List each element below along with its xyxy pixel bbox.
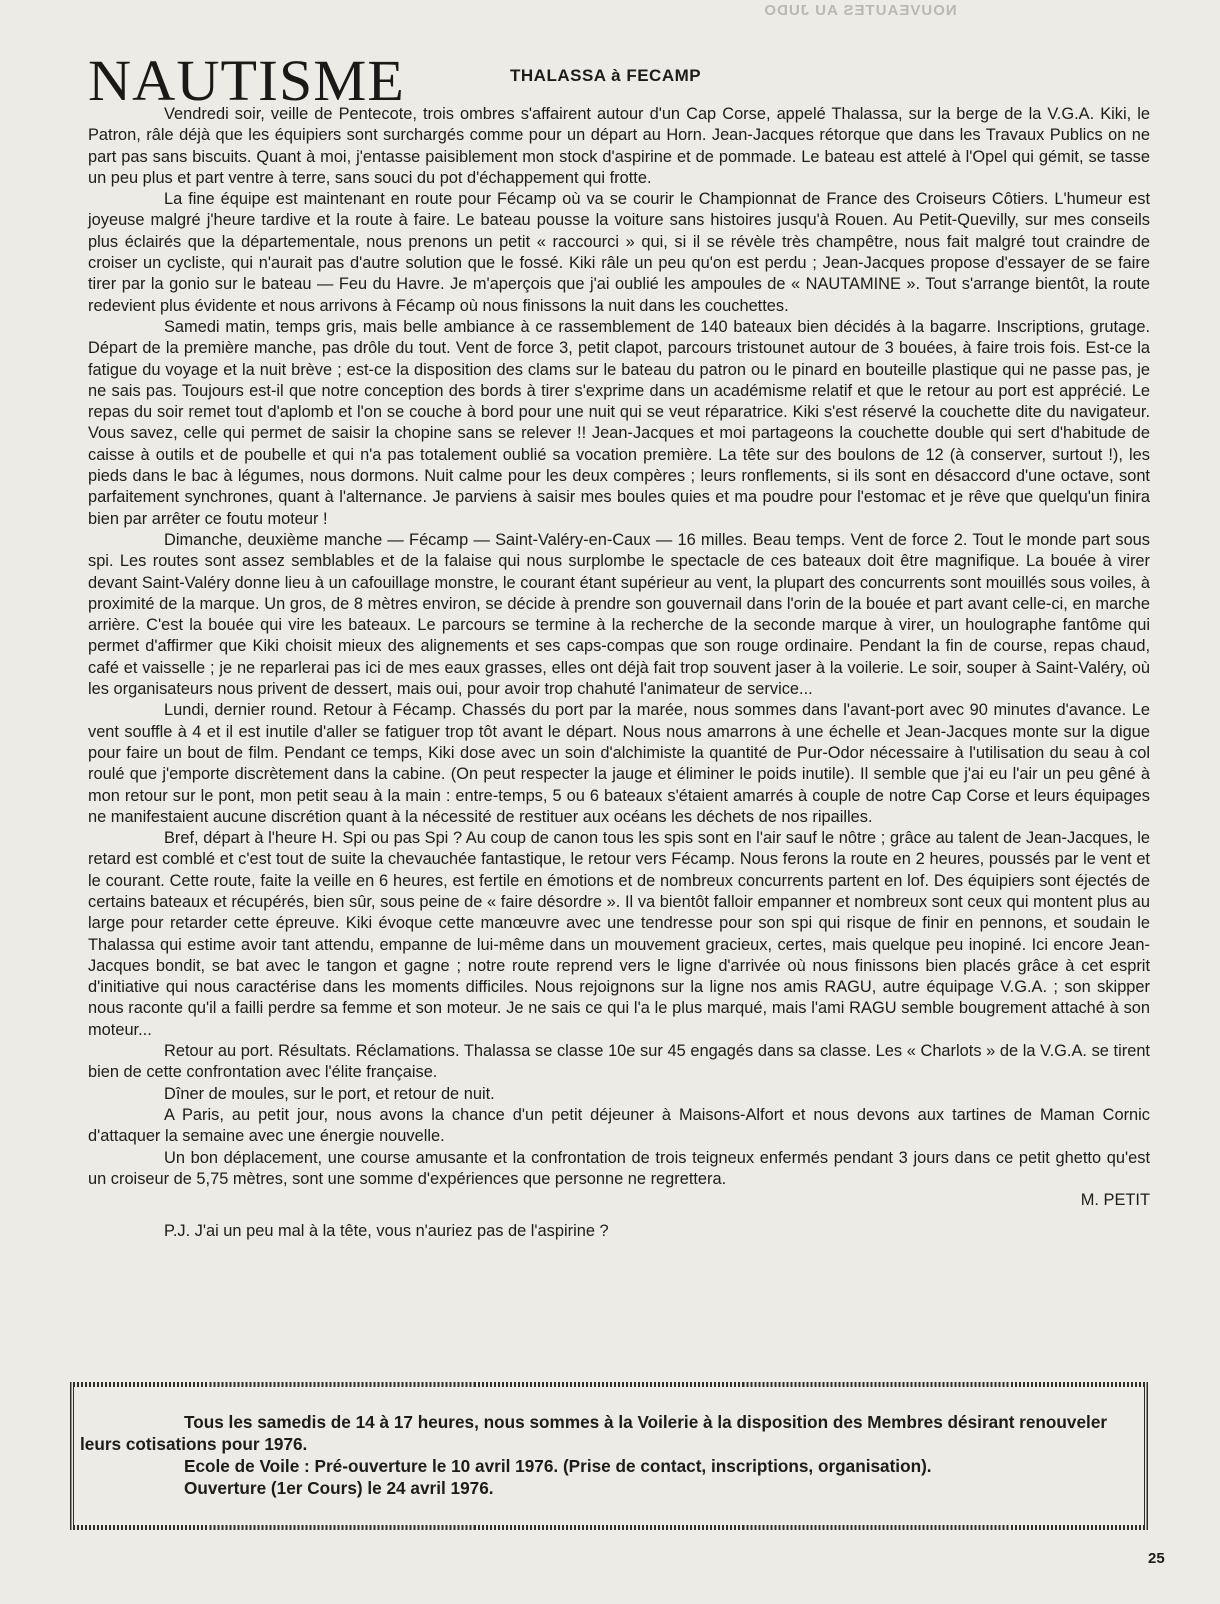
author-signature: M. PETIT	[1080, 1191, 1150, 1210]
page-number: 25	[1148, 1550, 1165, 1567]
notice-line-1: Tous les samedis de 14 à 17 heures, nous sommes à la Voilerie à la disposition des Membres désirant renouveler leurs cotisations pour 1976.	[80, 1412, 1108, 1454]
paragraph-2: La fine équipe est maintenant en route pour Fécamp où va se courir le Championnat de France des Croiseurs Côtiers. L'humeur est joyeuse malgré j'heure tardive et la route à faire. Le bateau pousse la voiture sans histoires jusqu'à Rouen. Au Petit-Quevilly, sur mes conseils plus éclairés que la départementale, nous prenons un petit « raccourci » qui, si il se révèle très champêtre, nous fait malgré tout craindre de croiser un cycliste, qui n'aurait pas d'autre solution que le fossé. Kiki râle un peu qu'on est perdu ; Jean-Jacques propose d'essayer de se faire tirer par la gonio sur le bateau — Feu du Havre. Je m'aperçois que j'ai oublié les ampoules de « NAUTAMINE ». Tout s'arrange bientôt, la route redevient plus évidente et nous arrivons à Fécamp où nous finissons la nuit dans les couchettes.	[88, 190, 1150, 315]
paragraph-6: Bref, départ à l'heure H. Spi ou pas Spi ? Au coup de canon tous les spis sont en l'air sauf le nôtre ; grâce au talent de Jean-Jacques, le retard est comblé et c'est tout de suite la chevauchée fantastique, le retour vers Fécamp. Nous ferons la route en 2 heures, poussés par le vent et le courant. Cette route, faite la veille en 6 heures, est fertile en émotions et de nombreux concurrents partent en lof. Des équipiers sont éjectés de certains bateaux et récupérés, bien sûr, sous peine de « faire désordre ». Il va bientôt falloir empanner et nombreux sont ceux qui montent plus au large pour retarder cette épreuve. Kiki évoque cette manœuvre avec une tendresse pour son spi qui risque de finir en pennons, et soudain le Thalassa qui estime avoir tant attendu, empanne de lui-même dans un mouvement gracieux, certes, mais quelque peu inopiné. Ici encore Jean-Jacques bondit, se bat avec le tangon et gagne ; notre route reprend vers le ligne d'arrivée où nous finissons bien placés grâce à cet esprit d'initiative qui nous caractérise dans les moments difficiles. Nous rejoignons sur la ligne nos amis RAGU, autre équipage V.G.A. ; son skipper nous raconte qu'il a failli perdre sa femme et son moteur. Je ne sais ce qui l'a le plus marqué, mais l'ami RAGU semble bougrement attaché à son moteur...	[88, 829, 1150, 1039]
paragraph-10: Un bon déplacement, une course amusante et la confrontation de trois teigneux enfermés pendant 3 jours dans ce petit ghetto qu'est un croiseur de 5,75 mètres, sont une somme d'expériences que personne ne regrettera.	[88, 1148, 1150, 1188]
notice-line-2: Ecole de Voile : Pré-ouverture le 10 avril 1976. (Prise de contact, inscriptions, organisation).	[184, 1456, 932, 1476]
paragraph-1: Vendredi soir, veille de Pentecote, trois ombres s'affairent autour d'un Cap Corse, appelé Thalassa, sur la berge de la V.G.A. Kiki, le Patron, râle déjà que les équipiers sont surchargés comme pour un départ au Horn. Jean-Jacques rétorque que dans les Travaux Publics on ne part pas sans biscuits. Quant à moi, j'entasse paisiblement mon stock d'aspirine et de pommade. Le bateau est attelé à l'Opel qui gémit, se tasse un peu plus et part ventre à terre, sans souci du pot d'échappement qui frotte.	[88, 105, 1150, 187]
paragraph-9: A Paris, au petit jour, nous avons la chance d'un petit déjeuner à Maisons-Alfort et nous devons aux tartines de Maman Cornic d'attaquer la semaine avec une énergie nouvelle.	[88, 1105, 1150, 1146]
section-title: NAUTISME	[88, 48, 405, 113]
paragraph-7: Retour au port. Résultats. Réclamations. Thalassa se classe 10e sur 45 engagés dans sa classe. Les « Charlots » de la V.G.A. se tirent bien de cette confrontation avec l'élite française.	[88, 1042, 1150, 1082]
notice-content	[80, 1411, 1140, 1499]
paragraph-4: Dimanche, deuxième manche — Fécamp — Saint-Valéry-en-Caux — 16 milles. Beau temps. Vent de force 2. Tout le monde part sous spi. Les routes sont assez semblables et de la falaise qui nous surplombe le spectacle de ces bateaux doit être magnifique. La bouée à virer devant Saint-Valéry donne lieu à un cafouillage monstre, le courant étant supérieur au vent, la plupart des concurrents sont mouillés sous voiles, à proximité de la marque. Un gros, de 8 mètres environ, se décide à prendre son gouvernail dans l'orin de la bouée et part avant celle-ci, en marche arrière. C'est la bouée qui vire les bateaux. Le parcours se termine à la recherche de la seconde marque à virer, un houlographe fantôme qui permet d'affirmer que Kiki choisit mieux des alignements et ses caps-compas que son rouge ordinaire. Pendant la fin de course, repas chaud, café et vaisselle ; je ne reparlerai pas ici de mes eaux grasses, elles ont déjà fait trop souvent jaser à la voilerie. Le soir, souper à Saint-Valéry, où les organisateurs nous privent de dessert, mais oui, pour avoir trop chahuté l'animateur de service...	[88, 530, 1150, 699]
notice-line-3: Ouverture (1er Cours) le 24 avril 1976.	[184, 1478, 494, 1498]
article-subtitle: THALASSA à FECAMP	[510, 66, 702, 85]
bleed-through-text: NOUVEAUTES AU JUDO	[763, 2, 957, 19]
postscript: P.J. J'ai un peu mal à la tête, vous n'auriez pas de l'aspirine ?	[164, 1222, 609, 1241]
article-body	[88, 104, 1150, 1243]
notice-box	[70, 1382, 1148, 1530]
paragraph-8: Dîner de moules, sur le port, et retour de nuit.	[164, 1084, 495, 1103]
article-header	[88, 48, 1168, 113]
paragraph-5: Lundi, dernier round. Retour à Fécamp. Chassés du port par la marée, nous sommes dans l'avant-port avec 90 minutes d'avance. Le vent souffle à 4 et il est inutile d'aller se fatiguer trop tôt avant le départ. Nous nous amarrons à une échelle et Jean-Jacques monte sur la digue pour faire un bout de film. Pendant ce temps, Kiki dose avec un soin d'alchimiste la quantité de Pur-Odor nécessaire à l'utilisation du seau à col roulé que j'emporte discrètement dans la cabine. (On peut respecter la jauge et éliminer le poids inutile). Il semble que j'ai eu l'air un peu gêné à mon retour sur le pont, mon petit seau à la main : entre-temps, 5 ou 6 bateaux s'étaient amarrés à couple de notre Cap Corse et leurs équipages ne manifestaient aucune discrétion quant à la nécessité de restituer aux océans les déchets de nos ripailles.	[88, 701, 1150, 826]
paragraph-3: Samedi matin, temps gris, mais belle ambiance à ce rassemblement de 140 bateaux bien décidés à la bagarre. Inscriptions, grutage. Départ de la première manche, pas drôle du tout. Vent de force 3, petit clapot, parcours tristounet autour de 3 bouées, à faire trois fois. Est-ce la fatigue du voyage et la nuit brève ; est-ce la disposition des clams sur le bateau du patron ou le pinard en bouteille plastique qui ne passe pas, je ne sais pas. Toujours est-il que notre conception des bords à tirer s'exprime dans un académisme relatif et que le retour au port est apprécié. Le repas du soir remet tout d'aplomb et l'on se couche à bord pour une nuit qui se veut réparatrice. Kiki s'est réservé la couchette dite du navigateur. Vous savez, celle qui permet de saisir la chopine sans se relever !! Jean-Jacques et moi partageons la couchette double qui sert d'habitude de caisse à outils et de poubelle et qui n'a pas totalement oublié sa vocation première. La tête sur des boulons de 12 (à conserver, surtout !), les pieds dans le bac à légumes, nous dormons. Nuit calme pour les deux compères ; leurs ronflements, si ils sont en désaccord d'une octave, sont parfaitement synchrones, quant à l'alternance. Je parviens à saisir mes boules quies et ma poudre pour l'estomac et je rêve que quelqu'un finira bien par arrêter ce foutu moteur !	[88, 317, 1150, 528]
